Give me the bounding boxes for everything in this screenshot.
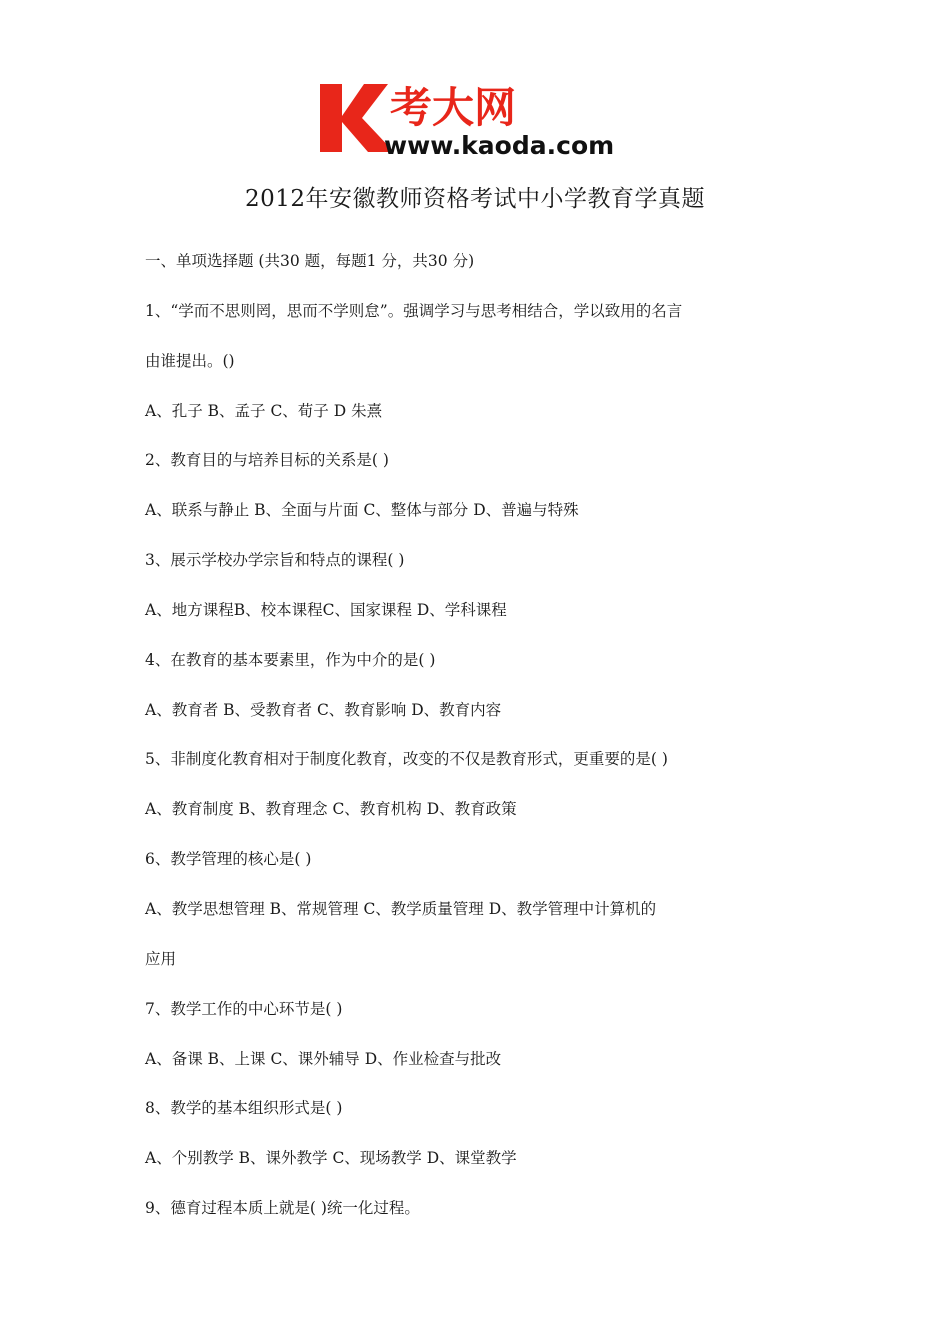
question-line: 7、教学工作的中心环节是( ) [145, 999, 343, 1018]
question-line: 5、非制度化教育相对于制度化教育，改变的不仅是教育形式，更重要的是( ) [145, 750, 668, 769]
kaoda-logo [318, 78, 648, 162]
section-heading: 一、单项选择题 (共30 题，每题1 分，共30 分) [145, 252, 475, 270]
question-line: 9、德育过程本质上就是( )统一化过程。 [145, 1199, 420, 1218]
options-line: 应用 [145, 949, 177, 968]
question-line: 4、在教育的基本要素里，作为中介的是( ) [145, 650, 436, 669]
question-line: 6、教学管理的核心是( ) [145, 850, 312, 869]
options-line: A、教育者 B、受教育者 C、教育影响 D、教育内容 [145, 700, 502, 719]
options-line: A、备课 B、上课 C、课外辅导 D、作业检查与批改 [145, 1049, 502, 1068]
page-title: 2012年安徽教师资格考试中小学教育学真题 [244, 186, 706, 212]
options-line: A、联系与静止 B、全面与片面 C、整体与部分 D、普遍与特殊 [145, 501, 579, 520]
question-line: 1、“学而不思则罔，思而不学则怠”。强调学习与思考相结合，学以致用的名言 [145, 301, 683, 320]
kaoda-logo-graphic [318, 78, 648, 162]
question-line: 8、教学的基本组织形式是( ) [145, 1099, 343, 1118]
document-body [145, 244, 845, 1241]
options-line: A、地方课程B、校本课程C、国家课程 D、学科课程 [145, 600, 507, 619]
question-line: 2、教育目的与培养目标的关系是( ) [145, 451, 389, 470]
logo-url-text: www.kaoda.com [384, 131, 615, 160]
question-line: 3、展示学校办学宗旨和特点的课程( ) [145, 551, 405, 570]
options-line: A、教育制度 B、教育理念 C、教育机构 D、教育政策 [145, 800, 517, 819]
options-line: A、个别教学 B、课外教学 C、现场教学 D、课堂教学 [145, 1149, 517, 1168]
options-line: A、孔子 B、孟子 C、荀子 D 朱熹 [145, 401, 383, 420]
options-line: A、教学思想管理 B、常规管理 C、教学质量管理 D、教学管理中计算机的 [145, 899, 657, 918]
k-mark-icon [320, 84, 394, 152]
logo-brand-text: 考大网 [390, 83, 517, 132]
question-line: 由谁提出。() [145, 351, 235, 370]
